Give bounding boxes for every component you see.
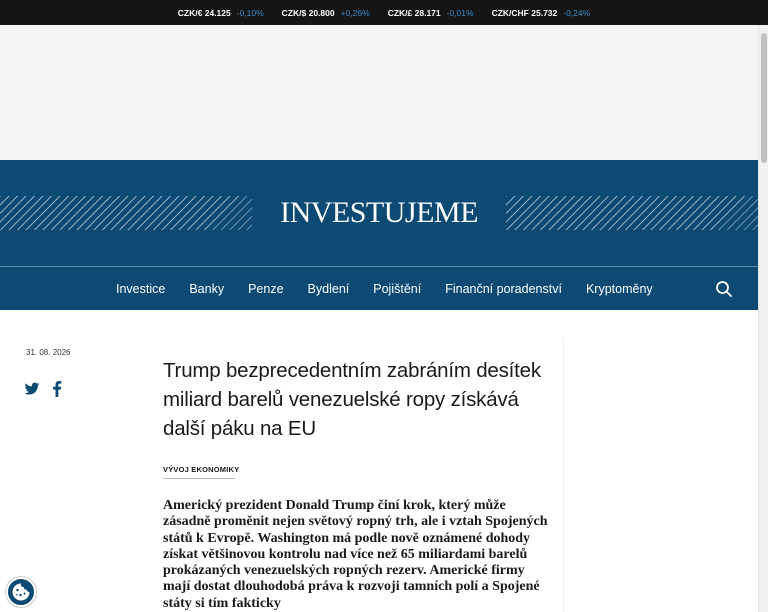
currency-ticker bbox=[0, 0, 768, 25]
site-logo[interactable]: INVESTUJEME bbox=[280, 196, 478, 229]
share-facebook-button[interactable] bbox=[50, 381, 64, 397]
scrollbar-thumb[interactable] bbox=[761, 33, 767, 163]
ticker-change: +0,26% bbox=[340, 7, 370, 18]
ticker-item[interactable] bbox=[492, 8, 591, 18]
category-underline bbox=[163, 478, 235, 479]
cookie-settings-button[interactable] bbox=[6, 577, 36, 607]
nav-items bbox=[104, 267, 665, 310]
share-twitter-button[interactable] bbox=[24, 381, 40, 397]
search-icon bbox=[714, 279, 734, 299]
scrollbar[interactable] bbox=[758, 25, 768, 612]
nav-item-pojisteni[interactable]: Pojištění bbox=[373, 281, 422, 296]
cookie-icon bbox=[11, 582, 31, 602]
sidebar-divider bbox=[563, 338, 564, 612]
twitter-icon bbox=[24, 381, 40, 397]
nav-item-kryptomeny[interactable]: Kryptoměny bbox=[585, 281, 653, 296]
nav-item-penze[interactable]: Penze bbox=[248, 281, 284, 296]
search-button[interactable] bbox=[714, 279, 734, 299]
ticker-pair: CZK/£ 28.171 bbox=[387, 7, 441, 18]
nav-item-banky[interactable]: Banky bbox=[189, 281, 225, 296]
site-header bbox=[0, 160, 758, 310]
article-lead-paragraph: Americký prezident Donald Trump činí krok, který může zásadně proměnit nejen světový ropný trh, ale i vztah Spojených států k Evropě. Washington má podle nově oznámené dohody získat většinovou kontrolu nad více než 65 miliardami barelů prokázaných venezuelských ropných rezerv. Americké firmy mají dostat dlouhodobá práva k rozvoji tamních polí a Spojené státy si tím fakticky bbox=[163, 498, 548, 611]
ad-banner-area bbox=[0, 25, 758, 160]
ticker-change: -0,24% bbox=[563, 7, 591, 18]
main-nav bbox=[0, 267, 758, 310]
nav-item-financni-poradenstvi[interactable]: Finanční poradenství bbox=[445, 281, 562, 296]
article-category-link[interactable]: VÝVOJ EKONOMIKY bbox=[163, 465, 240, 474]
ticker-change: -0,01% bbox=[446, 7, 474, 18]
nav-item-bydleni[interactable]: Bydlení bbox=[307, 281, 350, 296]
ticker-item[interactable] bbox=[388, 8, 474, 18]
ticker-pair: CZK/CHF 25.732 bbox=[491, 7, 558, 18]
ticker-change: -0,10% bbox=[236, 7, 264, 18]
brand-row bbox=[0, 160, 758, 266]
ticker-item[interactable] bbox=[178, 8, 264, 18]
article-date: 31. 08. 2026 bbox=[26, 348, 71, 357]
article-headline: Trump bezprecedentním zabráním desítek miliard barelů venezuelské ropy získává další páku na EU bbox=[163, 359, 541, 440]
ticker-pair: CZK/$ 20.800 bbox=[281, 7, 335, 18]
decorative-stripes-right bbox=[506, 196, 758, 230]
facebook-icon bbox=[50, 381, 64, 397]
nav-item-investice[interactable]: Investice bbox=[116, 281, 166, 296]
ticker-item[interactable] bbox=[282, 8, 370, 18]
ticker-pair: CZK/€ 24.125 bbox=[177, 7, 231, 18]
decorative-stripes-left bbox=[0, 196, 252, 230]
